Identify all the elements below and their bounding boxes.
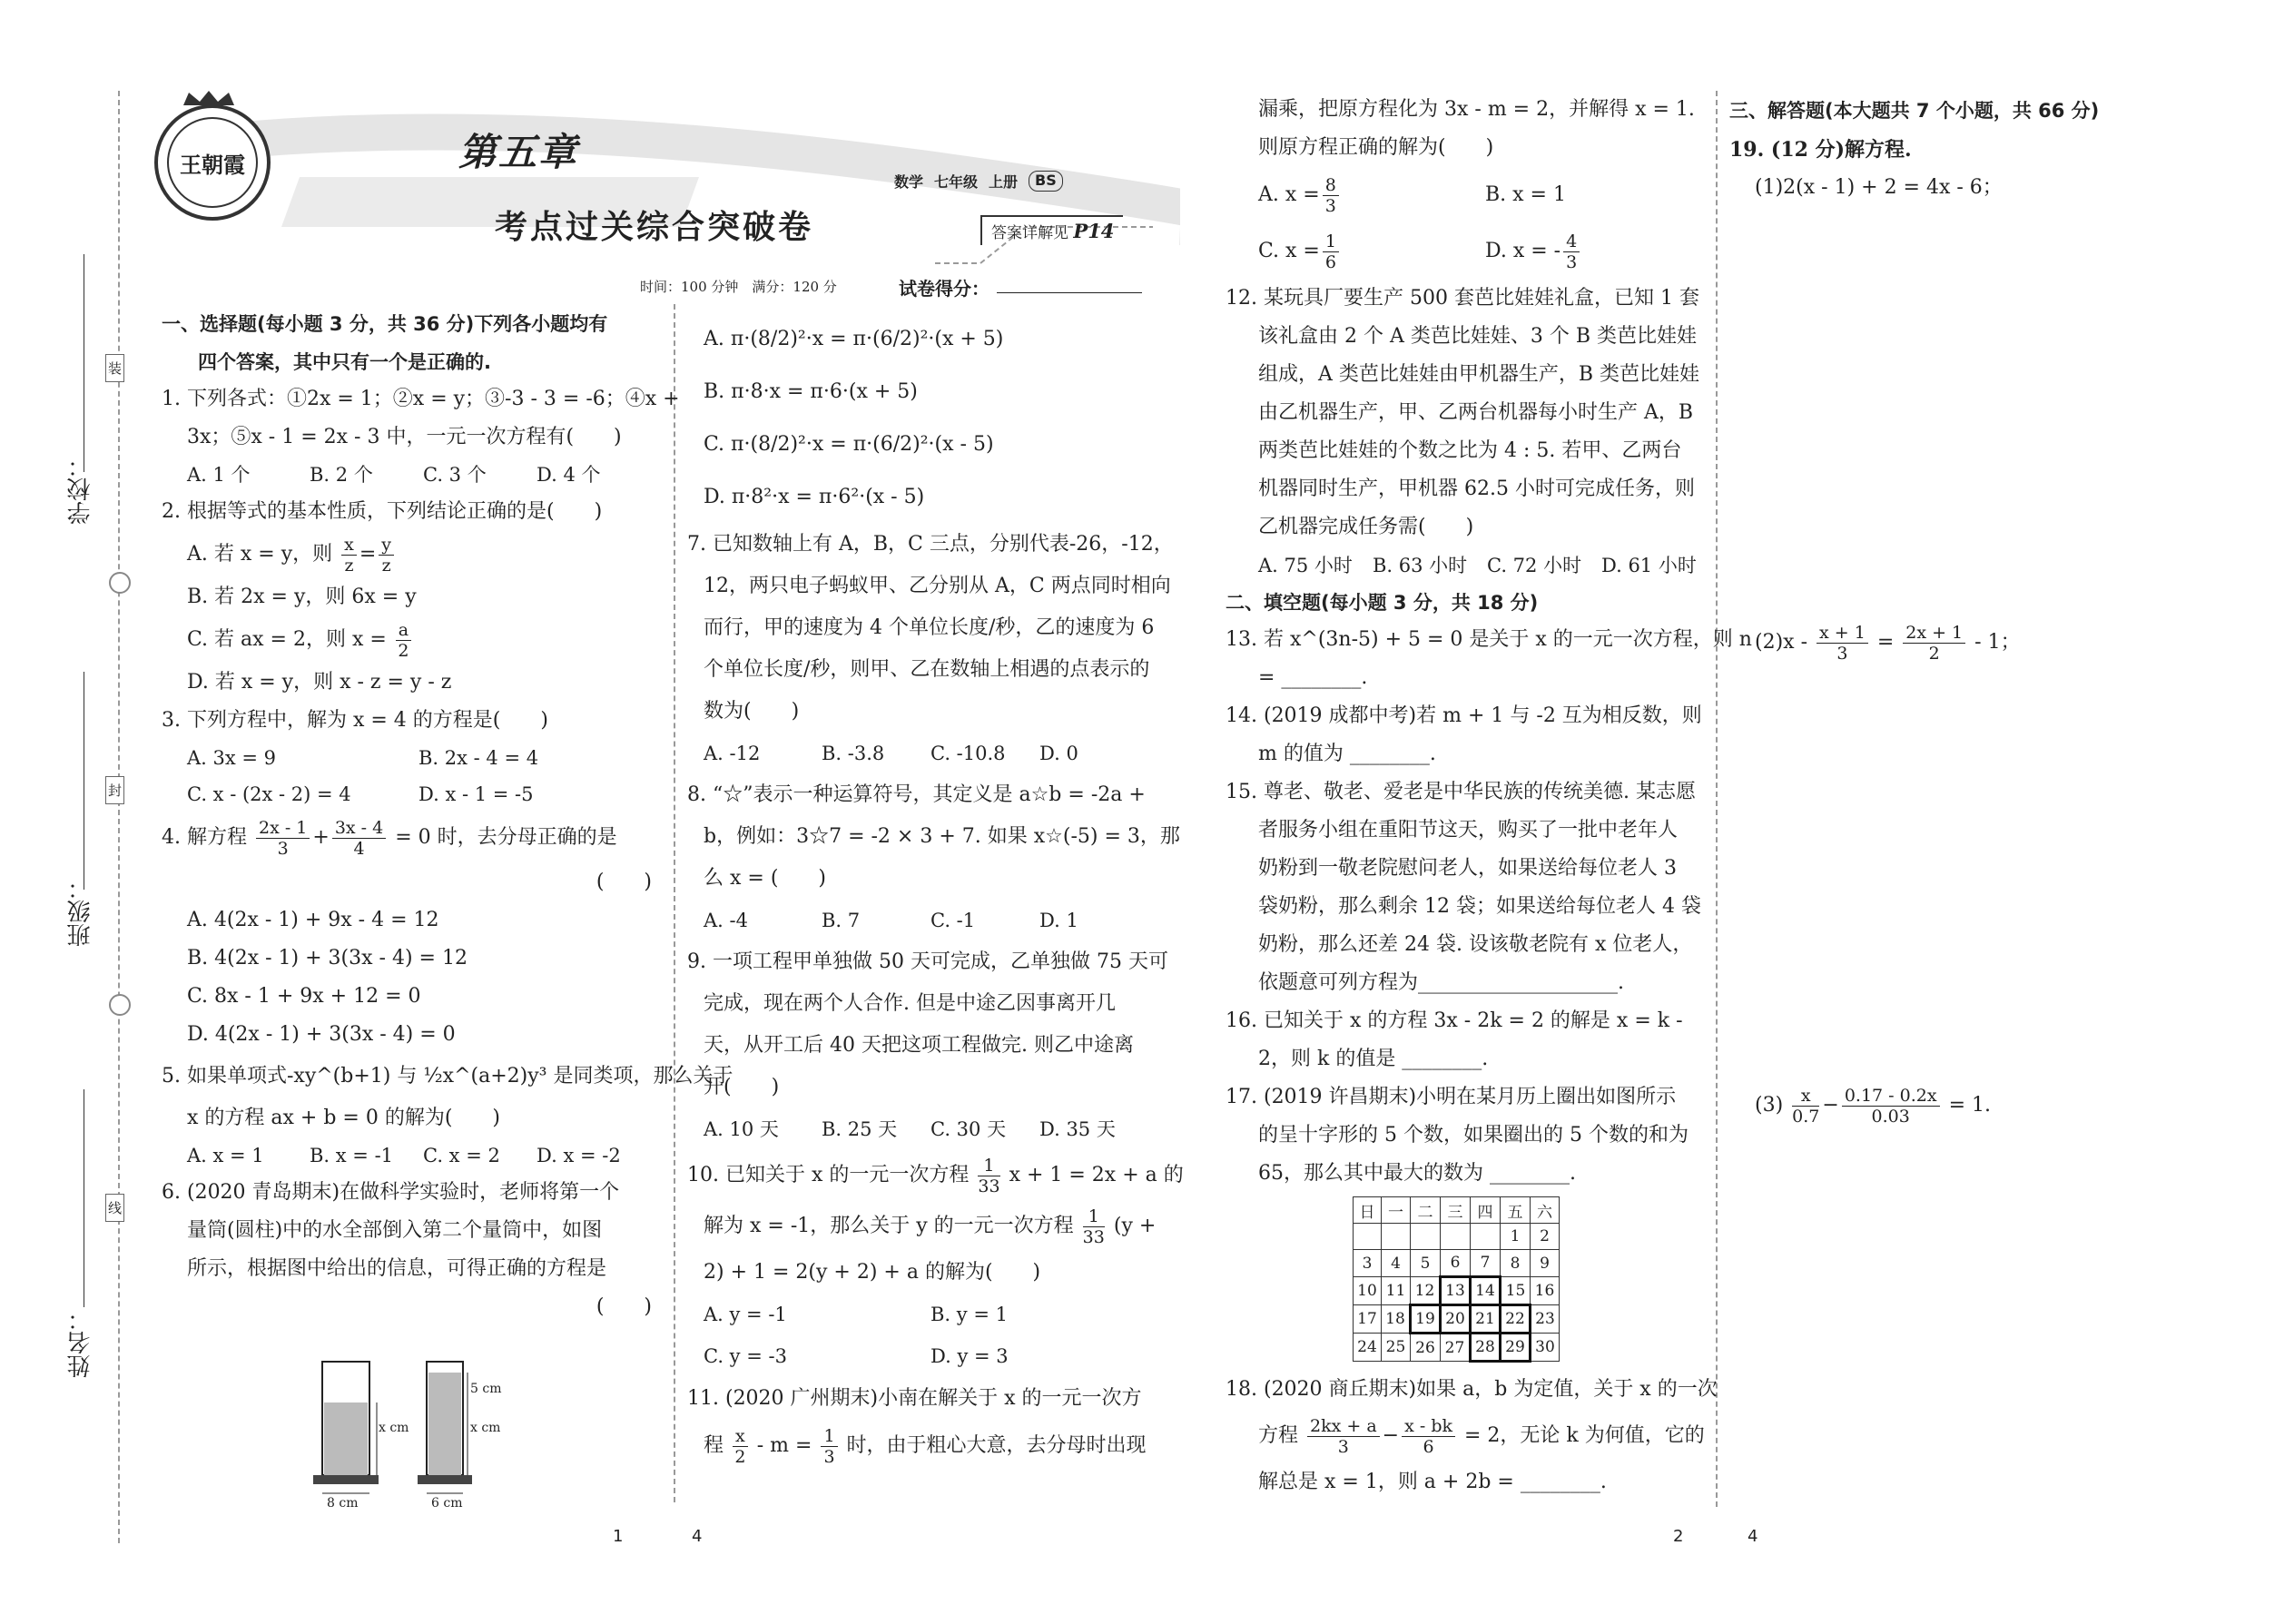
fraction <box>379 535 394 576</box>
calendar-cell: 7 <box>1471 1250 1501 1277</box>
q19-part3-pre: (3) <box>1755 1094 1784 1117</box>
tag-subject: 数学 <box>894 173 924 191</box>
q6-option-d[interactable]: D. π·8²·x = π·6²·(x - 5) <box>704 486 925 508</box>
fraction-den: 0.7 <box>1792 1106 1820 1127</box>
q19-text: 19. (12 分)解方程. <box>1729 138 1912 162</box>
calendar-cell: 5 <box>1411 1250 1441 1277</box>
fraction-den: 33 <box>1082 1226 1105 1247</box>
q11-option-d[interactable] <box>1485 223 1582 280</box>
q9-options <box>687 1108 1159 1150</box>
q9-text-cont3: 开( ) <box>704 1076 780 1098</box>
q4-text-post: = 0 时，去分母正确的是 <box>395 826 617 849</box>
calendar-cell-circled: 29 <box>1501 1334 1531 1362</box>
fraction-num: x + 1 <box>1816 623 1868 644</box>
q11-text: 11. (2020 广州期末)小南在解关于 x 的一元一次方 <box>687 1387 1142 1410</box>
q8-option-d[interactable]: D. 1 <box>1039 910 1078 931</box>
q19-part3-post: = 1. <box>1948 1094 1991 1117</box>
calendar-head: 二 <box>1411 1197 1441 1224</box>
fraction-den: 2 <box>398 640 409 661</box>
q15-text-cont4: 奶粉，那么还差 24 袋. 设该敬老院有 x 位老人， <box>1258 933 1693 956</box>
fraction-num: x <box>733 1426 748 1447</box>
q2-text: 2. 根据等式的基本性质，下列结论正确的是( ) <box>162 500 603 523</box>
calendar-head: 三 <box>1441 1197 1471 1224</box>
fraction <box>1402 1416 1455 1457</box>
q2-option-a-text: A. 若 x = y，则 <box>187 543 333 566</box>
q18-text-cont: 方程 $\frac{2kx + a}{3}$ − $\frac{x - bk}{6}$ = 2，无论 k 为何值，它的 <box>1258 1415 1705 1457</box>
fraction-den: 0.03 <box>1871 1106 1910 1127</box>
q11-option-c[interactable] <box>1258 223 1485 280</box>
q12-text-cont2: 组成，A 类芭比娃娃由甲机器生产，B 类芭比娃娃 <box>1258 363 1700 386</box>
calendar-head: 五 <box>1501 1197 1531 1224</box>
q4-answer-paren[interactable]: ( ) <box>596 871 652 893</box>
q19-part2-post: - 1； <box>1974 631 2021 654</box>
calendar-cell: 9 <box>1531 1250 1560 1277</box>
fraction-den: 3 <box>1566 251 1578 272</box>
q3-options-row2 <box>162 776 652 812</box>
q1-text: 1. 下列各式：①2x = 1；②x = y；③-3 - 3 = -6；④x + <box>162 388 680 410</box>
q12-text-cont3: 由乙机器生产，甲、乙两台机器每小时生产 A，B <box>1258 401 1694 424</box>
calendar-cell: 4 <box>1382 1250 1411 1277</box>
q6-text: 6. (2020 青岛期末)在做科学实验时，老师将第一个 <box>162 1181 620 1204</box>
fraction <box>1816 623 1868 664</box>
calendar-cell: 24 <box>1354 1334 1382 1362</box>
fraction <box>1323 231 1339 272</box>
fraction <box>1083 1206 1105 1247</box>
calendar-cell <box>1354 1224 1382 1250</box>
q10-option-b[interactable]: B. y = 1 <box>930 1304 1008 1325</box>
q12-option-c[interactable]: C. 72 小时 <box>1487 555 1582 576</box>
fraction-den: 4 <box>353 838 365 859</box>
q11-text-cont <box>687 1421 1159 1471</box>
q7-text-cont1: 12，两只电子蚂蚁甲、乙分别从 A，C 两点同时相向 <box>704 575 1171 597</box>
q19-part2-mid: = <box>1876 631 1895 654</box>
q12-option-b[interactable]: B. 63 小时 <box>1373 555 1468 576</box>
q18-block <box>1226 1371 1718 1501</box>
fraction-num: 2x - 1 <box>256 818 310 839</box>
fraction <box>733 1426 748 1467</box>
q10-text-post: x + 1 = 2x + a 的 <box>1009 1164 1184 1186</box>
fraction-den: 3 <box>823 1446 835 1467</box>
calendar-cell: 1 <box>1501 1224 1531 1250</box>
q12-text-cont5: 机器同时生产，甲机器 62.5 小时可完成任务，则 <box>1258 477 1695 500</box>
q1-option-a[interactable]: A. 1 个 <box>187 464 251 486</box>
calendar-head: 四 <box>1471 1197 1501 1224</box>
fig-label-x2: x cm <box>470 1421 501 1435</box>
calendar-cell <box>1382 1224 1411 1250</box>
q2-option-b[interactable]: B. 若 2x = y，则 6x = y <box>187 586 417 608</box>
page-total: 4 <box>692 1527 703 1546</box>
q13-answer[interactable]: = ________. <box>1258 666 1368 689</box>
fraction-num: 3x - 4 <box>332 818 386 839</box>
section-2-header: 二、填空题(每小题 3 分，共 18 分) <box>1226 592 1539 614</box>
q1-option-c[interactable]: C. 3 个 <box>423 464 487 486</box>
calendar-cell-circled: 13 <box>1441 1277 1471 1305</box>
q11-option-b[interactable]: B. x = 1 <box>1485 183 1566 206</box>
calendar-cell-circled: 28 <box>1471 1334 1501 1362</box>
calendar-cell: 10 <box>1354 1277 1382 1305</box>
column-2 <box>687 313 1184 1471</box>
q7-option-c[interactable]: C. -10.8 <box>930 743 1006 764</box>
calendar-cell: 18 <box>1382 1305 1411 1334</box>
answer-ref <box>980 215 1123 245</box>
fraction <box>821 1426 837 1467</box>
q5-option-b[interactable]: B. x = -1 <box>310 1145 394 1166</box>
fraction-den: 3 <box>1324 195 1336 216</box>
fig-label-5cm: 5 cm <box>470 1382 502 1396</box>
q6-text-cont2: 所示，根据图中给出的信息，可得正确的方程是 <box>187 1257 607 1280</box>
section-3-header: 三、解答题(本大题共 7 个小题，共 66 分) <box>1729 100 2100 122</box>
fraction-num: 0.17 - 0.2x <box>1842 1086 1940 1107</box>
calendar-cell: 27 <box>1441 1334 1471 1362</box>
fig-label-x1: x cm <box>379 1421 409 1435</box>
q10-text-cont1-post: (y + <box>1113 1215 1157 1237</box>
binding-mark-feng: 封 <box>105 776 124 804</box>
q14-answer[interactable]: m 的值为 ________. <box>1258 743 1436 765</box>
q11-options-row2 <box>1226 223 1698 280</box>
q19-part2-pre: (2)x - <box>1755 631 1807 654</box>
calendar-cell: 23 <box>1531 1305 1560 1334</box>
q3-option-a[interactable]: A. 3x = 9 <box>187 747 277 769</box>
tag-volume: 上册 <box>989 173 1019 191</box>
calendar-cell: 15 <box>1501 1277 1531 1305</box>
q2-option-c-text: C. 若 ax = 2，则 x = <box>187 628 387 651</box>
q8-text-cont1: b，例如：3☆7 = -2 × 3 + 7. 如果 x☆(-5) = 3，那 <box>704 825 1180 848</box>
q12-option-d[interactable]: D. 61 小时 <box>1601 555 1697 576</box>
calendar-cell <box>1441 1224 1471 1250</box>
q7-text: 7. 已知数轴上有 A，B，C 三点，分别代表-26，-12， <box>687 533 1174 556</box>
section-1-header: 一、选择题(每小题 3 分，共 36 分)下列各小题均有 <box>162 313 608 335</box>
q7-options <box>687 733 1159 774</box>
q12-option-a[interactable]: A. 75 小时 <box>1258 555 1353 576</box>
q15-text: 15. 尊老、敬老、爱老是中华民族的传统美德. 某志愿 <box>1226 781 1696 803</box>
q12-text-cont1: 该礼盒由 2 个 A 类芭比娃娃、3 个 B 类芭比娃娃 <box>1258 325 1698 348</box>
q7-text-cont3: 个单位长度/秒，则甲、乙在数轴上相遇的点表示的 <box>704 658 1150 681</box>
q4-option-a[interactable]: A. 4(2x - 1) + 9x - 4 = 12 <box>187 909 439 931</box>
fraction-num: 4 <box>1563 231 1580 252</box>
q7-option-d[interactable]: D. 0 <box>1039 743 1078 764</box>
q17-text: 17. (2019 许昌期末)小明在某月历上圈出如图所示 <box>1226 1086 1677 1108</box>
q6-answer-paren[interactable]: ( ) <box>596 1295 652 1318</box>
calendar-cell: 30 <box>1531 1334 1560 1362</box>
q8-option-b[interactable]: B. 7 <box>822 910 861 931</box>
column-4 <box>1729 91 2274 207</box>
calendar-cell <box>1471 1224 1501 1250</box>
logo <box>154 104 271 221</box>
q11-option-d-text: D. x = - <box>1485 240 1561 262</box>
fraction-den: 6 <box>1423 1436 1434 1457</box>
q5-text-cont: x 的方程 ax + b = 0 的解为( ) <box>187 1107 500 1129</box>
q18-text-cont-post: = 2，无论 k 为何值，它的 <box>1464 1424 1705 1447</box>
q8-text: 8. “☆”表示一种运算符号，其定义是 a☆b = -2a + <box>687 783 1146 806</box>
crown-icon <box>182 91 236 107</box>
fraction-num: 1 <box>1083 1206 1105 1227</box>
q17-answer[interactable]: 65，那么其中最大的数为 ________. <box>1258 1162 1576 1185</box>
fraction-den: 3 <box>277 838 289 859</box>
fraction-den: 3 <box>1836 643 1848 664</box>
q17-text-cont: 的呈十字形的 5 个数，如果圈出的 5 个数的和为 <box>1258 1124 1689 1147</box>
calendar-cell: 25 <box>1382 1334 1411 1362</box>
q2-option-a[interactable]: A. 若 x = y，则 $\frac{x}{z}$ = $\frac{y}{z}$ <box>162 531 652 578</box>
page-total: 4 <box>1748 1527 1758 1546</box>
q11-option-c-text: C. x = <box>1258 240 1320 262</box>
calendar-cell: 6 <box>1441 1250 1471 1277</box>
q4-text: 4. 解方程 $\frac{2x - 1}{3}$ + $\frac{3x - 4}{4}$ = 0 时，去分母正确的是 <box>162 817 617 859</box>
tag-grade: 七年级 <box>934 173 979 191</box>
calendar-cell-circled: 20 <box>1441 1305 1471 1334</box>
logo-text: 王朝霞 <box>167 117 258 208</box>
calendar-cell: 16 <box>1531 1277 1560 1305</box>
calendar-head: 六 <box>1531 1197 1560 1224</box>
q1-option-d[interactable]: D. 4 个 <box>537 464 601 486</box>
q9-text-cont2: 天，从开工后 40 天把这项工程做完. 则乙中途离 <box>704 1034 1134 1057</box>
calendar-table <box>1353 1196 1560 1363</box>
q18-answer[interactable]: 解总是 x = 1，则 a + 2b = ________. <box>1258 1471 1607 1493</box>
school-label: 学校： <box>67 454 94 525</box>
q8-options <box>687 900 1159 941</box>
q6-option-b[interactable]: B. π·8·x = π·6·(x + 5) <box>704 380 918 403</box>
q12-text-cont4: 两类芭比娃娃的个数之比为 4 : 5. 若甲、乙两台 <box>1258 439 1682 462</box>
binding-dashed-line <box>118 91 120 1543</box>
q1-option-b[interactable]: B. 2 个 <box>310 464 373 486</box>
name-label: 姓名： <box>67 1307 94 1378</box>
fraction-den: 6 <box>1324 251 1336 272</box>
q19-part2 <box>1755 617 2021 668</box>
q6-option-c[interactable]: C. π·(8/2)²·x = π·(6/2)²·(x - 5) <box>704 433 994 456</box>
q11-text-cont2: 漏乘，把原方程化为 3x - m = 2，并解得 x = 1. <box>1258 98 1695 121</box>
q9-option-d[interactable]: D. 35 天 <box>1039 1118 1116 1140</box>
column-divider <box>674 304 675 1502</box>
calendar-cell: 2 <box>1531 1224 1560 1250</box>
q8-option-a[interactable]: A. -4 <box>704 910 748 931</box>
fraction-den: 2 <box>1928 643 1940 664</box>
fraction-den: 2 <box>734 1446 746 1467</box>
fraction-den: 3 <box>1337 1436 1349 1457</box>
q15-text-cont3: 袋奶粉，那么剩余 12 袋；如果送给每位老人 4 袋 <box>1258 895 1701 918</box>
q9-option-b[interactable]: B. 25 天 <box>822 1118 898 1140</box>
q11-options-row1 <box>1226 167 1698 223</box>
binding-mark-xian: 线 <box>105 1194 124 1222</box>
calendar-figure <box>1353 1196 1560 1363</box>
fraction <box>1323 175 1339 216</box>
q10-text-cont1 <box>687 1201 1159 1252</box>
q3-text: 3. 下列方程中，解为 x = 4 的方程是( ) <box>162 709 548 732</box>
calendar-cell: 17 <box>1354 1305 1382 1334</box>
calendar-cell: 8 <box>1501 1250 1531 1277</box>
q11-text-cont3: 则原方程正确的解为( ) <box>1258 136 1494 159</box>
binding-mark-zhuang: 装 <box>105 354 124 382</box>
q3-option-d[interactable]: D. x - 1 = -5 <box>418 783 534 805</box>
calendar-cell: 26 <box>1411 1334 1441 1362</box>
q7-option-a[interactable]: A. -12 <box>704 743 761 764</box>
fraction-num: x <box>1792 1086 1819 1107</box>
q6-text-cont1: 量筒(圆柱)中的水全部倒入第二个量筒中，如图 <box>187 1219 603 1242</box>
fraction-num: y <box>379 535 394 556</box>
q11-text-cont-post: 时，由于粗心大意，去分母时出现 <box>846 1434 1147 1457</box>
fraction-num: 8 <box>1323 175 1339 196</box>
fig-label-6cm: 6 cm <box>431 1496 463 1511</box>
q10-text-cont1-pre: 解为 x = -1，那么关于 y 的一元一次方程 <box>704 1215 1074 1237</box>
calendar-cell-circled: 21 <box>1471 1305 1501 1334</box>
calendar-cell-circled: 14 <box>1471 1277 1501 1305</box>
q15-answer[interactable]: 依题意可列方程为____________________. <box>1258 971 1624 994</box>
q11-option-a[interactable] <box>1258 167 1485 223</box>
q5-options <box>162 1137 652 1174</box>
time-info: 时间：100 分钟 满分：120 分 <box>640 279 837 295</box>
column-divider <box>1716 91 1718 1507</box>
q5-option-c[interactable]: C. x = 2 <box>423 1145 500 1166</box>
fraction-num: 2kx + a <box>1307 1416 1380 1437</box>
fraction <box>1563 231 1580 272</box>
fraction <box>256 818 310 859</box>
q3-options-row1 <box>162 740 652 776</box>
q7-option-b[interactable]: B. -3.8 <box>822 743 885 764</box>
q11-option-a-text: A. x = <box>1258 183 1320 206</box>
class-label: 班级： <box>67 876 94 947</box>
hole-icon <box>109 572 131 594</box>
fraction <box>332 818 386 859</box>
q8-option-c[interactable]: C. -1 <box>930 910 976 931</box>
q12-text-cont6: 乙机器完成任务需( ) <box>1258 516 1474 538</box>
calendar-cell: 3 <box>1354 1250 1382 1277</box>
answer-ref-label: 答案详解见 <box>991 224 1068 242</box>
q7-text-cont2: 而行，甲的速度为 4 个单位长度/秒，乙的速度为 6 <box>704 616 1155 639</box>
q10-options-row1 <box>687 1294 1159 1335</box>
q5-option-a[interactable]: A. x = 1 <box>187 1145 264 1166</box>
calendar-head: 一 <box>1382 1197 1411 1224</box>
fraction-den: z <box>344 555 354 576</box>
fig-label-8cm: 8 cm <box>327 1496 359 1511</box>
fraction-num: a <box>396 620 411 641</box>
paper-title: 考点过关综合突破卷 <box>495 208 814 246</box>
q10-option-d[interactable]: D. y = 3 <box>930 1345 1009 1367</box>
q18-text: 18. (2020 商丘期末)如果 a，b 为定值，关于 x 的一次 <box>1226 1378 1718 1401</box>
q19-part1: (1)2(x - 1) + 2 = 4x - 6； <box>1755 176 2003 199</box>
q6-option-a[interactable]: A. π·(8/2)²·x = π·(6/2)²·(x + 5) <box>704 328 1004 350</box>
q7-text-cont4: 数为( ) <box>704 700 800 723</box>
q3-option-b[interactable]: B. 2x - 4 = 4 <box>418 747 539 769</box>
fraction <box>1307 1416 1380 1457</box>
q2-option-c[interactable] <box>162 616 652 664</box>
fraction-den: 33 <box>978 1176 1000 1196</box>
q10-text <box>687 1150 1184 1201</box>
score-label: 试卷得分： <box>899 278 989 300</box>
q11-text-cont-mid: - m = <box>756 1434 812 1457</box>
q10-text-pre: 10. 已知关于 x 的一元一次方程 <box>687 1164 970 1186</box>
q13-text: 13. 若 x^(3n-5) + 5 = 0 是关于 x 的一元一次方程，则 n <box>1226 628 1752 651</box>
q18-text-cont-pre: 方程 <box>1258 1424 1299 1447</box>
calendar-cell: 12 <box>1411 1277 1441 1305</box>
calendar-cell-circled: 22 <box>1501 1305 1531 1334</box>
fraction-num: 1 <box>821 1426 837 1447</box>
chapter-title: 第五章 <box>458 130 579 174</box>
fraction-num: x - bk <box>1402 1416 1455 1437</box>
page-number: 2 <box>1673 1527 1684 1546</box>
q11-text-cont-pre: 程 <box>704 1434 724 1457</box>
hole-icon <box>109 994 131 1016</box>
q12-text: 12. 某玩具厂要生产 500 套芭比娃娃礼盒，已知 1 套 <box>1226 287 1699 310</box>
tag-edition: BS <box>1029 171 1063 192</box>
subject-tags <box>894 171 1063 192</box>
q16-text: 16. 已知关于 x 的方程 3x - 2k = 2 的解是 x = k - <box>1226 1009 1683 1032</box>
calendar-cell: 11 <box>1382 1277 1411 1305</box>
calendar-cell-circled: 19 <box>1411 1305 1441 1334</box>
q12-options <box>1226 546 1698 585</box>
q10-option-a[interactable]: A. y = -1 <box>704 1304 787 1325</box>
q19-part3: (3) $\frac{x}{0.7}$ − $\frac{0.17 - 0.2x}{0.03}$ = 1. <box>1755 1085 1991 1127</box>
answer-ref-page: P14 <box>1073 220 1115 242</box>
fraction-num: x <box>341 535 357 556</box>
fraction <box>341 535 357 576</box>
q14-text: 14. (2019 成都中考)若 m + 1 与 -2 互为相反数，则 <box>1226 704 1702 727</box>
score-field[interactable] <box>997 292 1142 293</box>
q9-text-cont1: 完成，现在两个人合作. 但是中途乙因事离开几 <box>704 992 1116 1015</box>
q4-option-d[interactable]: D. 4(2x - 1) + 3(3x - 4) = 0 <box>187 1023 456 1046</box>
q4-text-pre: 4. 解方程 <box>162 826 247 849</box>
fraction-num: 1 <box>1323 231 1339 252</box>
q10-options-row2 <box>687 1335 1159 1377</box>
fraction <box>1903 623 1965 664</box>
q4-option-b[interactable]: B. 4(2x - 1) + 3(3x - 4) = 12 <box>187 947 468 969</box>
fraction <box>1792 1086 1819 1127</box>
q10-text-cont2: 2) + 1 = 2(y + 2) + a 的解为( ) <box>704 1261 1041 1284</box>
fraction <box>396 620 411 661</box>
q15-text-cont1: 者服务小组在重阳节这天，购买了一批中老年人 <box>1258 819 1679 842</box>
fraction-den: z <box>381 555 391 576</box>
q9-option-c[interactable]: C. 30 天 <box>930 1118 1007 1140</box>
q3-option-c[interactable]: C. x - (2x - 2) = 4 <box>187 783 351 805</box>
q10-option-c[interactable]: C. y = -3 <box>704 1345 787 1367</box>
section-1-header-cont: 四个答案，其中只有一个是正确的. <box>198 351 491 373</box>
column-3 <box>1226 91 1752 1193</box>
q9-text: 9. 一项工程甲单独做 50 天可完成，乙单独做 75 天可 <box>687 950 1168 973</box>
q1-options <box>162 457 652 493</box>
q5-option-d[interactable]: D. x = -2 <box>537 1145 621 1166</box>
fraction <box>1842 1086 1940 1127</box>
q4-option-c[interactable]: C. 8x - 1 + 9x + 12 = 0 <box>187 985 421 1008</box>
calendar-head: 日 <box>1354 1197 1382 1224</box>
fraction <box>978 1156 999 1196</box>
q15-text-cont2: 奶粉到一敬老院慰问老人，如果送给每位老人 3 <box>1258 857 1677 880</box>
page-number: 1 <box>613 1527 624 1546</box>
fraction-num: 2x + 1 <box>1903 623 1965 644</box>
calendar-cell <box>1411 1224 1441 1250</box>
q16-answer[interactable]: 2，则 k 的值是 ________. <box>1258 1048 1489 1070</box>
fraction-num: 1 <box>978 1156 999 1176</box>
q9-option-a[interactable]: A. 10 天 <box>704 1118 779 1140</box>
q1-text-cont: 3x；⑤x - 1 = 2x - 3 中，一元一次方程有( ) <box>187 426 622 448</box>
q5-text: 5. 如果单项式-xy^(b+1) 与 ½x^(a+2)y³ 是同类项，那么关于 <box>162 1065 733 1088</box>
q8-text-cont2: 么 x = ( ) <box>704 867 826 890</box>
q2-option-d[interactable]: D. 若 x = y，则 x - z = y - z <box>187 671 452 694</box>
